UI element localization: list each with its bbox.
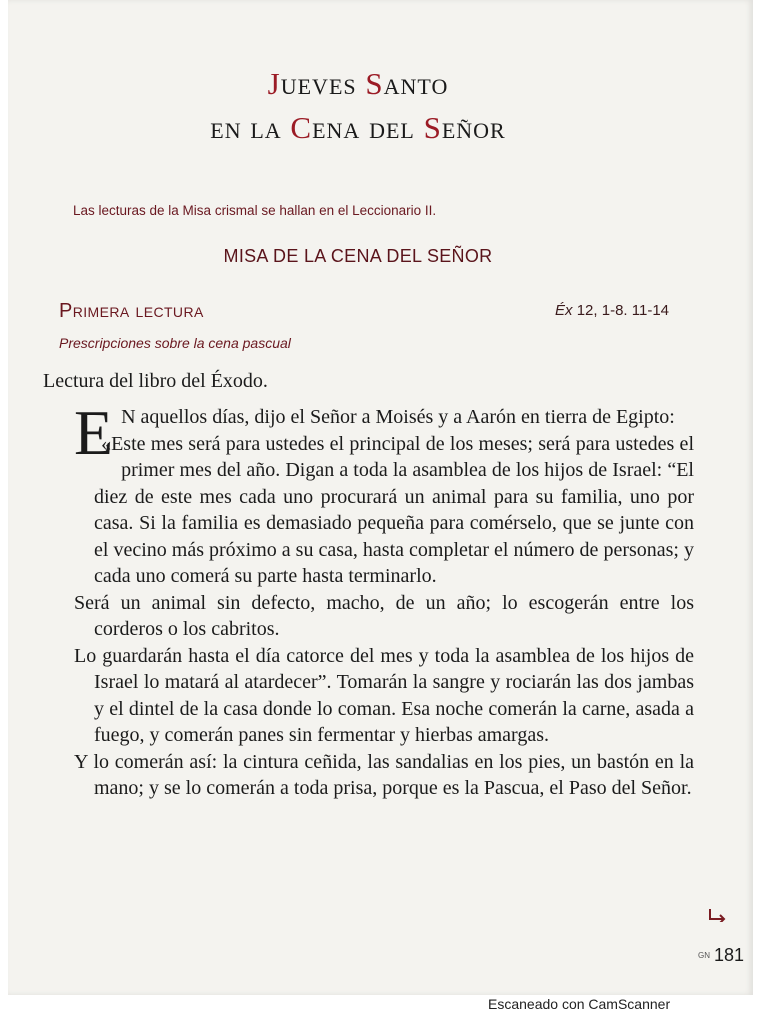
title-cap: S xyxy=(365,66,384,101)
drop-cap: E xyxy=(74,397,114,468)
reference-verses: 12, 1-8. 11-14 xyxy=(572,302,669,319)
page-number-mark: GN xyxy=(698,951,710,960)
body-paragraph: Y lo comerán así: la cintura ceñida, las sandalias en los pies, un bastón en la mano; y se lo comerán a toda prisa, porque es la Pascua, el Paso del Señor. xyxy=(74,750,694,799)
title-text: anto xyxy=(383,66,449,101)
title-text: eñor xyxy=(441,110,506,145)
title-text: ueves xyxy=(280,66,366,101)
reading-heading: Primera lectura xyxy=(59,300,204,322)
title-cap: C xyxy=(290,110,313,145)
book-page xyxy=(8,0,753,995)
title-text: ena del xyxy=(312,110,424,145)
scanner-watermark: Escaneado con CamScanner xyxy=(488,996,671,1012)
body-paragraph: Será un animal sin defecto, macho, de un año; lo escogerán entre los corderos o los cabritos. xyxy=(74,591,694,640)
scripture-reference xyxy=(555,302,669,319)
title-cap: S xyxy=(423,110,442,145)
body-paragraph: «Este mes será para ustedes el principal de los meses; será para ustedes el primer mes del año. Digan a toda la asamblea de los hijos de Israel: “El diez de este mes cada uno procurará un animal para su familia, uno por casa. Si la familia es demasiado pequeña para comérselo, que se junte con el vecino más próximo a su casa, hasta completar el número de personas; y cada uno comerá su parte hasta terminarlo. xyxy=(94,432,694,587)
reading-subtitle: Prescripciones sobre la cena pascual xyxy=(59,335,291,351)
page-title-line-1 xyxy=(8,66,708,102)
page-title-line-2 xyxy=(8,110,708,146)
title-cap: J xyxy=(267,66,281,101)
title-text: en la xyxy=(210,110,291,145)
reference-book: Éx xyxy=(555,302,573,319)
page-number: 181 xyxy=(714,945,745,965)
continue-arrow-icon xyxy=(708,908,726,922)
body-first-text: N aquellos días, dijo el Señor a Moisés y a Aarón en tierra de Egipto: xyxy=(121,406,675,428)
reading-intro: Lectura del libro del Éxodo. xyxy=(43,370,268,392)
body-paragraph: Lo guardarán hasta el día catorce del mes y toda la asamblea de los hijos de Israel lo matará al atardecer”. Tomarán la sangre y rociarán las dos jambas y el dintel de la casa donde lo coman. Esa noche comerán la carne, asada a fuego, y comerán panes sin fermentar y hierbas amargas. xyxy=(74,644,694,746)
lectionary-note: Las lecturas de la Misa crismal se hallan en el Leccionario II. xyxy=(73,203,437,218)
reading-body xyxy=(74,397,694,802)
section-heading: MISA DE LA CENA DEL SEÑOR xyxy=(223,246,493,266)
body-paragraph xyxy=(74,397,694,468)
